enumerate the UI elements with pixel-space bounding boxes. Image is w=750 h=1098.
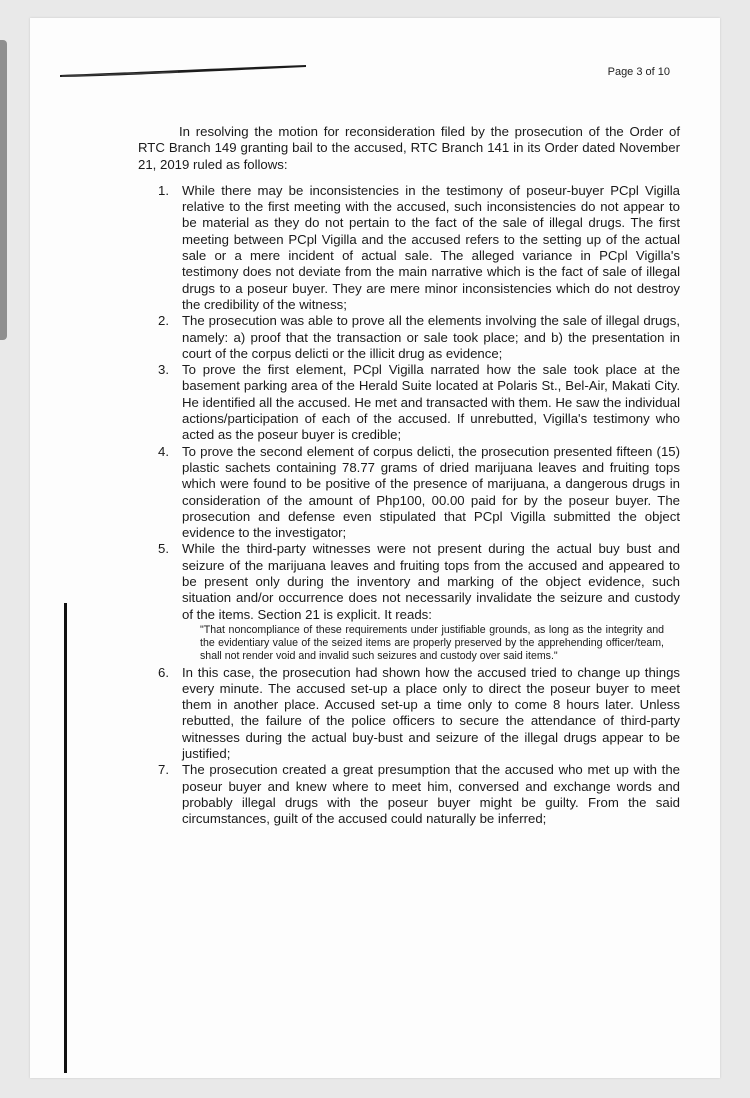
list-item: [158, 313, 680, 362]
item-number: 6.: [158, 664, 169, 680]
document-page: [30, 18, 720, 1078]
item-number: 7.: [158, 762, 169, 778]
item-text: While the third-party witnesses were not present during the actual buy bust and seizure of the marijuana leaves and fruiting tops from the accused and appeared to be present only during the inventory and marking of the object evidence, such situation and/or occurrence does not necessarily invalidate the seizure and custody of the items. Section 21 is explicit. It reads:: [182, 541, 680, 622]
list-item: [158, 443, 680, 542]
findings-list: [138, 183, 680, 828]
item-text: The prosecution created a great presumption that the accused who met up with the poseur buyer and knew where to meet him, conversed and exchange words and probably illegal drugs with the poseur buyer might be guilty. From the said circumstances, guilt of the accused could naturally be inferred;: [182, 762, 680, 827]
item-text: The prosecution was able to prove all the elements involving the sale of illegal drugs, namely: a) proof that the transaction or sale took place; and b) the presentation in court of the corpus delicti or the illicit drug as evidence;: [182, 313, 680, 361]
intro-paragraph: In resolving the motion for reconsideration filed by the prosecution of the Order of RTC Branch 149 granting bail to the accused, RTC Branch 141 in its Order dated November 21, 2019 ruled as follows:: [138, 124, 680, 172]
item-number: 5.: [158, 541, 169, 557]
margin-line: [64, 603, 67, 1073]
item-text: To prove the second element of corpus delicti, the prosecution presented fifteen (15) plastic sachets containing 78.77 grams of dried marijuana leaves and fruiting tops which were found to be positive of the presence of marijuana, a dangerous drugs in consideration of the amount of Php100, 00.00 paid for by the poseur buyer. The prosecution and defense even stipulated that PCpl Vigilla submitted the object evidence to the investigator;: [182, 443, 680, 541]
statute-quote: "That noncompliance of these requirements under justifiable grounds, as long as the integrity and the evidentiary value of the seized items are properly preserved by the apprehending officer/team, shall not render void and invalid such seizures and custody over said items.": [200, 623, 664, 663]
item-text: While there may be inconsistencies in the testimony of poseur-buyer PCpl Vigilla relative to the first meeting with the accused, such inconsistencies do not appear to be material as they do not pertain to the fact of the sale of illegal drugs. The first meeting between PCpl Vigilla and the accused refers to the setting up of the actual sale or a mere incident of actual sale. The alleged variance in PCpl Vigilla's testimony does not deviate from the main narrative which is the fact of sale of illegal drugs to a poseur buyer. They are mere minor inconsistencies which do not destroy the credibility of the witness;: [182, 182, 680, 312]
scroll-handle[interactable]: [0, 40, 7, 340]
list-item: [158, 362, 680, 443]
item-number: 2.: [158, 313, 169, 329]
page-number: Page 3 of 10: [607, 66, 670, 78]
item-number: 3.: [158, 362, 169, 378]
list-item: [158, 541, 680, 663]
item-text: To prove the first element, PCpl Vigilla narrated how the sale took place at the basement parking area of the Herald Suite located at Polaris St., Bel-Air, Makati City. He identified all the accused. He met and transacted with them. He saw the individual actions/participation of each of the accused. If unrebutted, Vigilla's testimony who acted as the poseur buyer is credible;: [182, 362, 680, 443]
list-item: [158, 664, 680, 763]
redaction-mark: [58, 64, 308, 78]
item-number: 1.: [158, 182, 169, 198]
item-number: 4.: [158, 443, 169, 459]
list-item: [158, 762, 680, 827]
document-body: [138, 124, 680, 827]
item-text: In this case, the prosecution had shown how the accused tried to change up things every minute. The accused set-up a place only to direct the poseur buyer to meet them in another place. Accused set-up a time only to come 8 hours later. Unless rebutted, the failure of the police officers to secure the attendance of third-party witnesses during the actual buy-bust and seizure of the illegal drugs appear to be justified;: [182, 664, 680, 761]
list-item: [158, 182, 680, 313]
